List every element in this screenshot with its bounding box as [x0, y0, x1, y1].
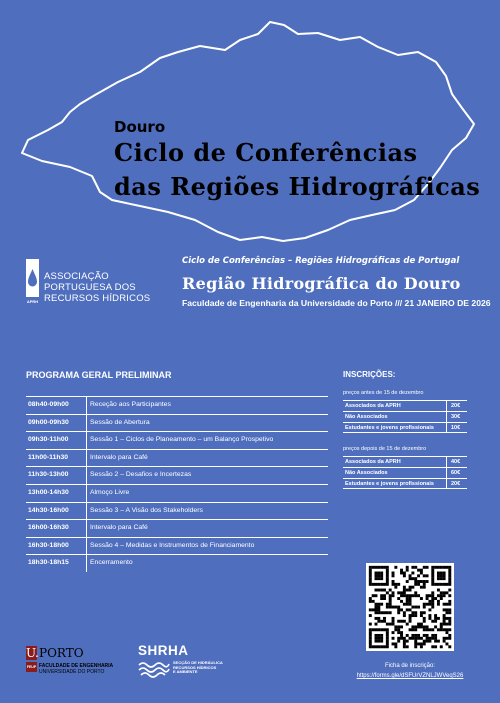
title-line-2: das Regiões Hidrográficas: [114, 172, 481, 201]
program-table: [26, 396, 328, 572]
price-row: [343, 467, 467, 478]
registration-qr-code[interactable]: [366, 563, 454, 651]
event-info: [182, 256, 491, 308]
price-value: 30€: [446, 412, 467, 422]
aprh-mark-caption: APRH: [26, 299, 39, 304]
program-activity: Almoço Livre: [90, 488, 130, 496]
form-link[interactable]: https://forms.gle/dSFUrVZNLJWVeqS26: [356, 673, 464, 679]
table-row: [26, 431, 328, 449]
table-row: [26, 414, 328, 432]
program-time: 16h00-16h30: [28, 520, 87, 537]
event-venue: Faculdade de Engenharia da Universidade do Porto: [182, 298, 393, 308]
price-value: 20€: [446, 401, 467, 411]
late-price-table: [343, 446, 467, 489]
aprh-logo: [26, 259, 176, 309]
registration-form: [340, 661, 480, 681]
douro-basin-outline: [0, 0, 500, 260]
price-row: [343, 456, 467, 467]
uporto-name: PORTO: [39, 646, 84, 660]
table-row: [26, 519, 328, 537]
program-activity: Sessão 3 – A Visão dos Stakeholders: [90, 506, 203, 514]
price-label: Associados da APRH: [345, 459, 401, 465]
program-time: 14h30-16h00: [28, 503, 87, 520]
shrha-logo: [138, 644, 228, 682]
program-time: 08h40-09h00: [28, 397, 87, 414]
price-row: [343, 422, 467, 433]
event-date: 21 JANEIRO DE 2026: [404, 298, 491, 308]
event-region: Região Hidrográfica do Douro: [182, 274, 461, 293]
program-time: 18h30-18h15: [28, 555, 87, 572]
program-activity: Sessão de Abertura: [90, 418, 150, 426]
registration-title: INSCRIÇÕES:: [343, 370, 396, 379]
program-time: 09h00-09h30: [28, 415, 87, 432]
shrha-name: SHRHA: [138, 643, 189, 658]
uporto-u-mark: U.: [26, 646, 39, 660]
program-time: 11h30-13h00: [28, 467, 87, 484]
event-venue-date: [182, 298, 491, 308]
program-activity: Sessão 2 – Desafios e Incertezas: [90, 471, 192, 479]
price-value: 60€: [446, 468, 467, 478]
title-line-1: Ciclo de Conferências: [114, 138, 418, 167]
waves-icon: [138, 660, 170, 678]
table-row: [26, 484, 328, 502]
late-price-caption: preços depois de 15 de dezembro: [343, 446, 427, 452]
table-row: [26, 466, 328, 484]
price-row: [343, 400, 467, 411]
program-time: 16h30-18h00: [28, 538, 87, 555]
program-activity: Sessão 4 – Medidas e Instrumentos de Financiamento: [90, 541, 255, 549]
program-time: 13h00-14h30: [28, 485, 87, 502]
form-label: Ficha de inscrição:: [384, 663, 436, 669]
price-value: 20€: [446, 479, 467, 488]
program-activity: Intervalo para Café: [90, 453, 148, 461]
price-label: Não Associados: [345, 414, 388, 420]
early-price-caption: preços antes de 15 de dezembro: [343, 390, 424, 396]
event-series: Ciclo de Conferências – Regiões Hidrográficas de Portugal: [182, 256, 460, 266]
price-label: Estudantes e jovens profissionais: [345, 481, 434, 487]
program-time: 11h00-11h30: [28, 450, 87, 467]
uporto-feup-logo: [26, 646, 136, 682]
program-activity: Encerramento: [90, 559, 133, 567]
price-label: Não Associados: [345, 470, 388, 476]
price-label: Associados da APRH: [345, 403, 401, 409]
program-time: 09h30-11h00: [28, 432, 87, 449]
price-row: [343, 478, 467, 489]
program-activity: Sessão 1 – Ciclos de Planeamento – um Balanço Prospetivo: [90, 436, 274, 444]
table-row: [26, 502, 328, 520]
region-kicker: Douro: [114, 118, 166, 136]
price-value: 40€: [446, 457, 467, 467]
early-price-table: [343, 390, 467, 433]
program-title: PROGRAMA GERAL PRELIMINAR: [26, 370, 172, 380]
price-label: Estudantes e jovens profissionais: [345, 425, 434, 431]
price-value: 10€: [446, 423, 467, 432]
table-row: [26, 449, 328, 467]
program-activity: Intervalo para Café: [90, 524, 148, 532]
feup-name: FACULDADE DE ENGENHARIA UNIVERSIDADE DO PORTO: [39, 663, 114, 675]
price-row: [343, 411, 467, 422]
page-title: [114, 136, 480, 204]
table-row: [26, 396, 328, 414]
table-row: [26, 554, 328, 572]
aprh-name: ASSOCIAÇÃO PORTUGUESA DOS RECURSOS HÍDRICOS: [44, 271, 151, 304]
shrha-subtitle: SECÇÃO DE HIDRÁULICA RECURSOS HÍDRICOS E AMBIENTE: [173, 660, 223, 675]
program-activity: Receção aos Participantes: [90, 401, 171, 408]
feup-mark: FEUP: [26, 662, 37, 672]
table-row: [26, 537, 328, 555]
event-separator: ///: [392, 298, 405, 308]
